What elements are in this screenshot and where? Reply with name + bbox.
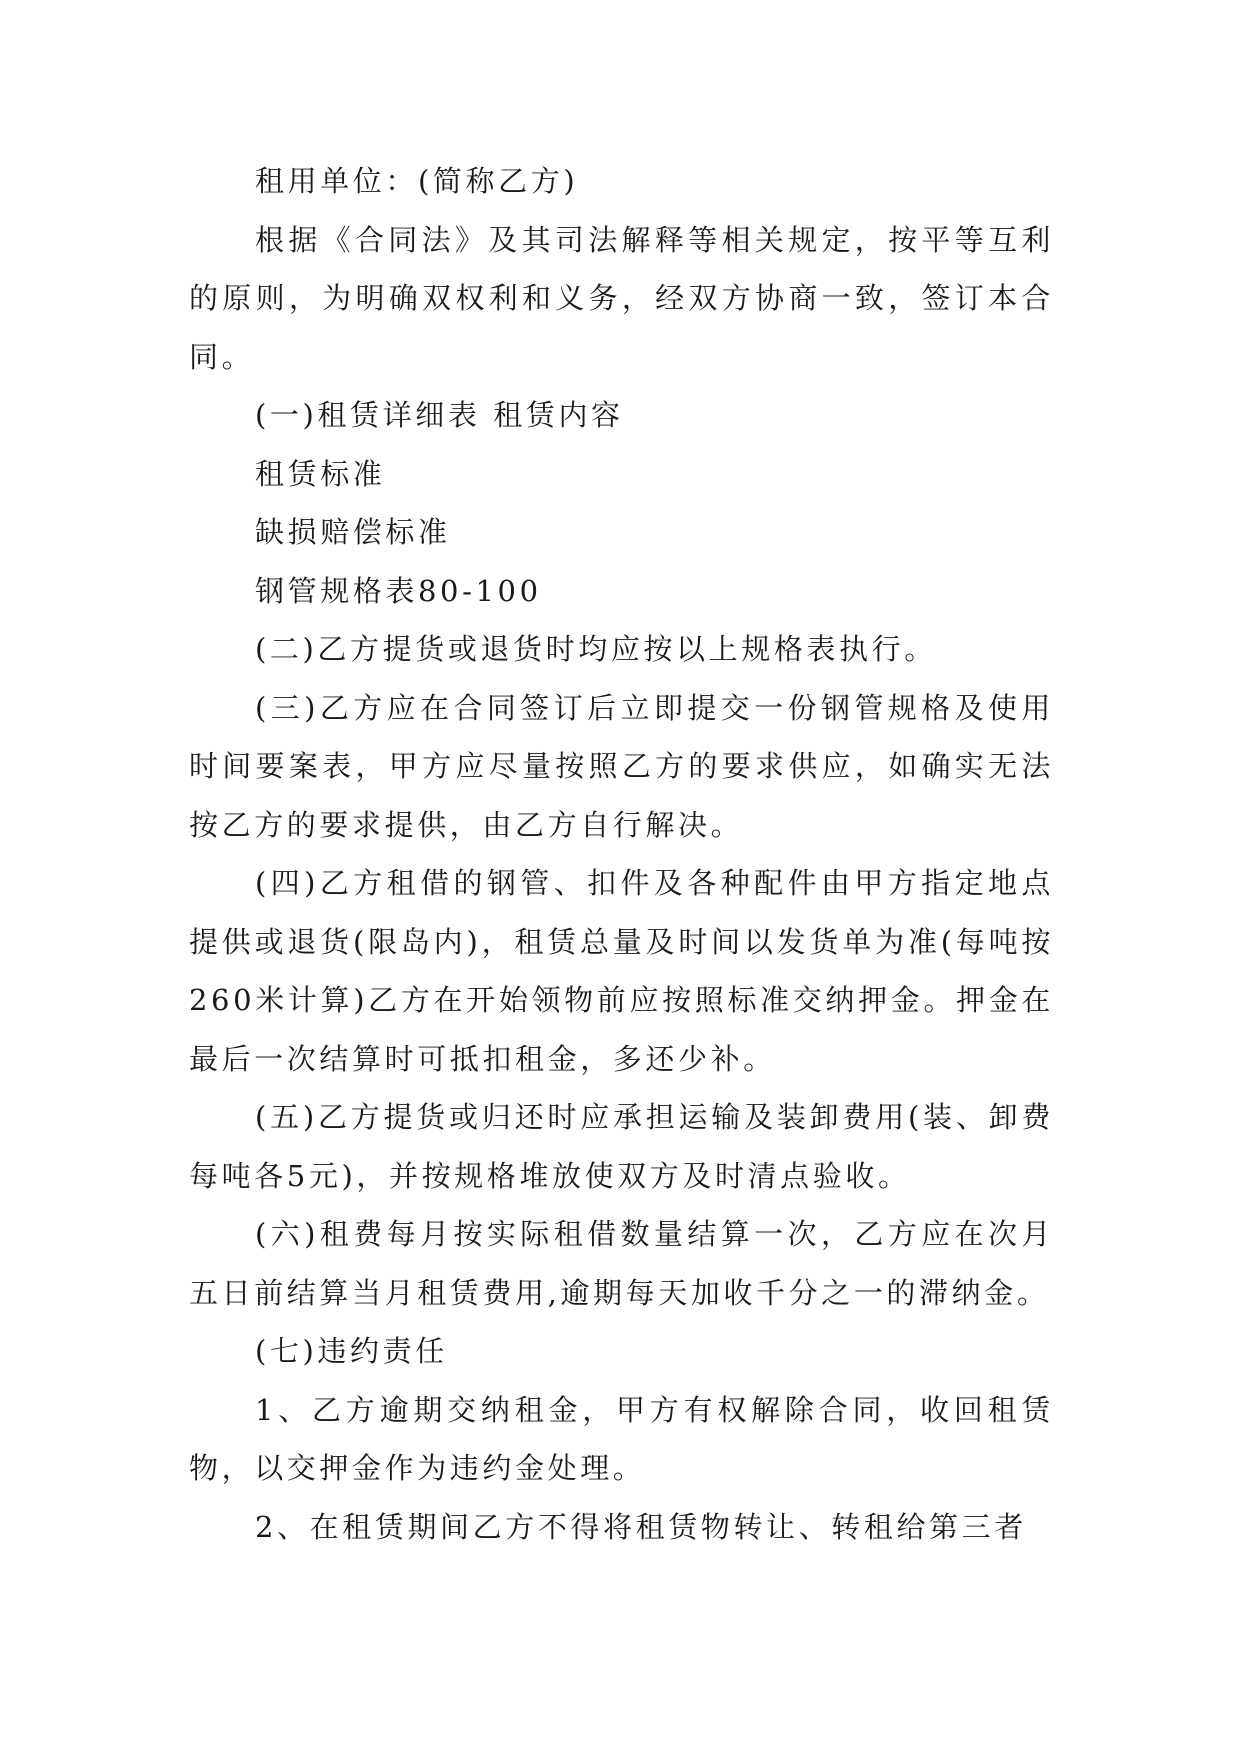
paragraph-contract-basis: 根据《合同法》及其司法解释等相关规定，按平等互利的原则，为明确双权利和义务，经双方协商一致，签订本合同。 bbox=[189, 222, 1054, 374]
paragraph-section-6: (六)租费每月按实际租借数量结算一次，乙方应在次月五日前结算当月租赁费用,逾期每天加收千分之一的滞纳金。 bbox=[189, 1217, 1054, 1310]
paragraph-section-1-title: (一)租赁详细表 租赁内容 bbox=[255, 398, 624, 432]
paragraph-lessee-unit: 租用单位：(简称乙方) bbox=[255, 164, 579, 198]
paragraph-pipe-spec: 钢管规格表80-100 bbox=[255, 573, 542, 608]
paragraph-breach-1: 1、乙方逾期交纳租金，甲方有权解除合同，收回租赁物，以交押金作为违约金处理。 bbox=[189, 1392, 1054, 1485]
paragraph-section-5: (五)乙方提货或归还时应承担运输及装卸费用(装、卸费每吨各5元)，并按规格堆放使双方及时清点验收。 bbox=[189, 1100, 1054, 1193]
document-body bbox=[189, 152, 1054, 1556]
paragraph-section-4: (四)乙方租借的钢管、扣件及各种配件由甲方指定地点提供或退货(限岛内)，租赁总量及时间以发货单为准(每吨按260米计算)乙方在开始领物前应按照标准交纳押金。押金在最后一次结算时可抵扣租金，多还少补。 bbox=[189, 866, 1054, 1076]
paragraph-rental-standard: 租赁标准 bbox=[255, 456, 386, 491]
paragraph-section-3: (三)乙方应在合同签订后立即提交一份钢管规格及使用时间要案表，甲方应尽量按照乙方的要求供应，如确实无法按乙方的要求提供，由乙方自行解决。 bbox=[189, 690, 1054, 842]
paragraph-section-7-title: (七)违约责任 bbox=[255, 1334, 448, 1368]
paragraph-section-2: (二)乙方提货或退货时均应按以上规格表执行。 bbox=[255, 632, 937, 666]
paragraph-breach-2: 2、在租赁期间乙方不得将租赁物转让、转租给第三者 bbox=[255, 1509, 1027, 1544]
paragraph-damage-standard: 缺损赔偿标准 bbox=[255, 515, 451, 549]
